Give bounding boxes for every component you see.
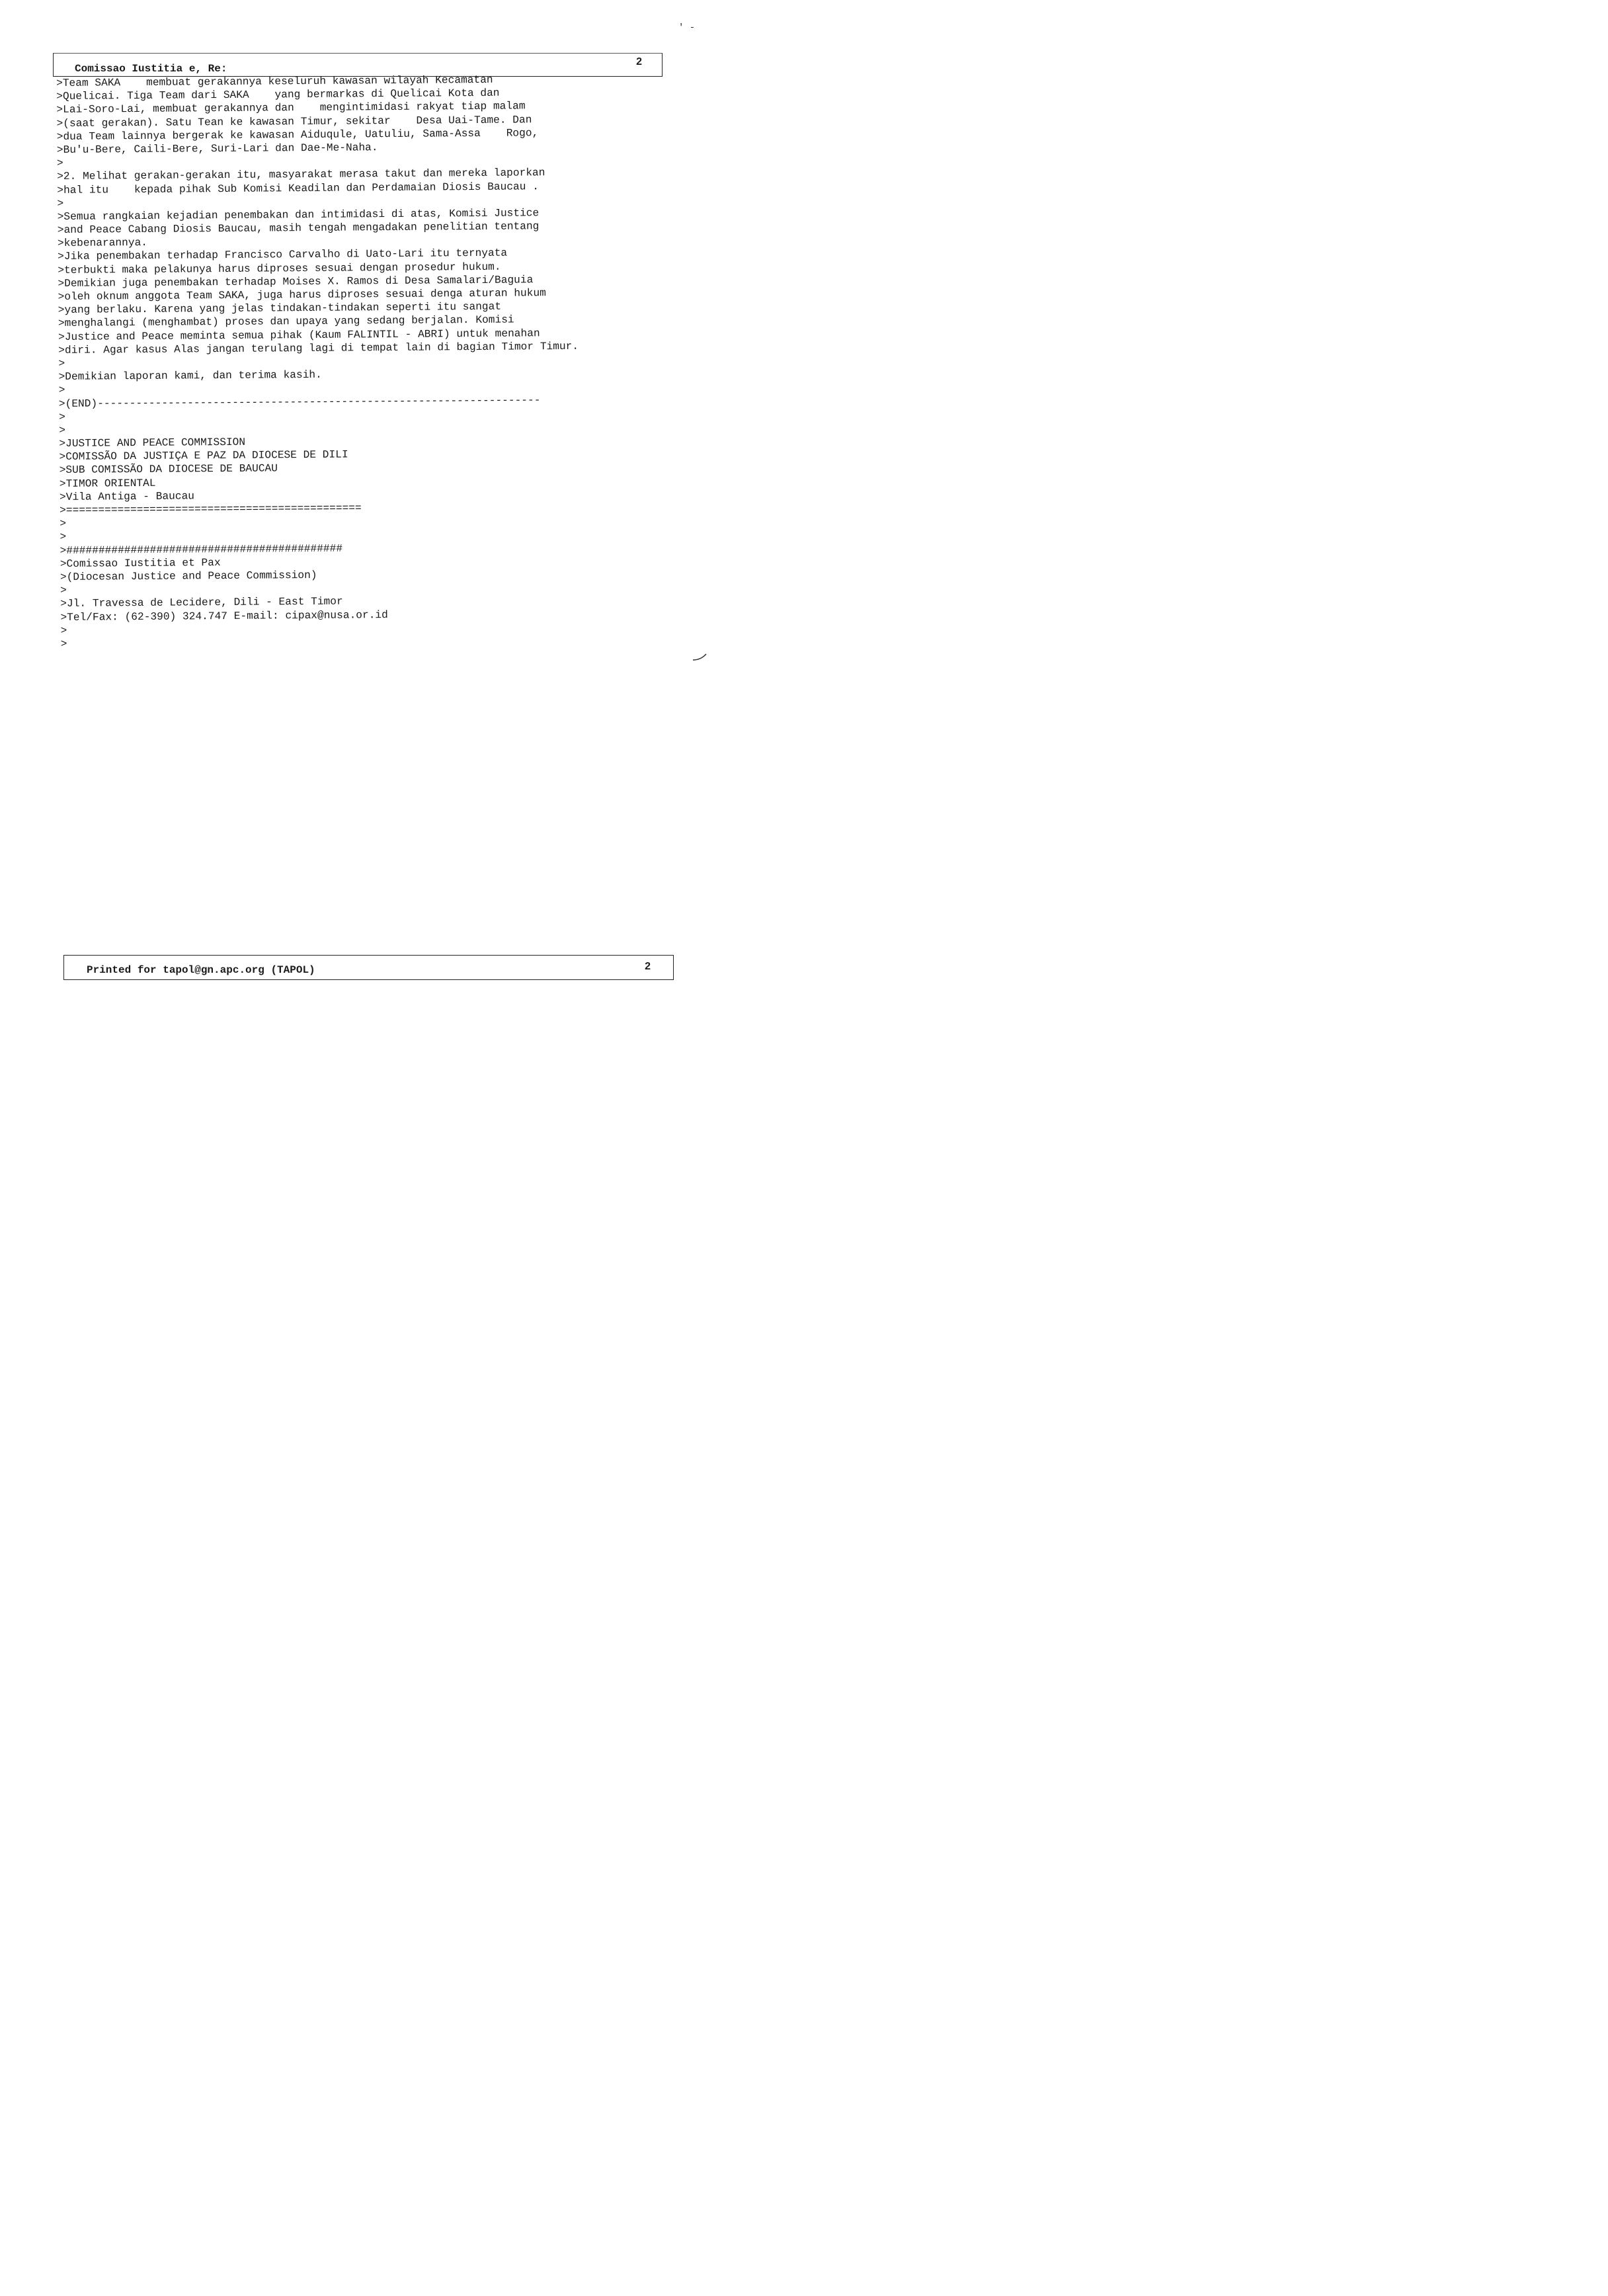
text-line: >(saat gerakan). Satu Tean ke kawasan Timur, sekitar Desa Uai-Tame. Dan — [56, 113, 532, 130]
text-line: >TIMOR ORIENTAL — [59, 477, 156, 490]
text-line: >menghalangi (menghambat) proses dan upaya yang sedang berjalan. Komisi — [58, 313, 514, 330]
text-line: > — [59, 424, 65, 436]
text-line: >kebenarannya. — [57, 237, 148, 250]
text-line: >SUB COMISSÃO DA DIOCESE DE BAUCAU — [59, 462, 278, 477]
text-line: >Comissao Iustitia et Pax — [60, 556, 221, 570]
text-line: >diri. Agar kasus Alas jangan terulang lagi di tempat lain di bagian Timor Timur. — [58, 340, 579, 356]
text-line: >Semua rangkaian kejadian penembakan dan intimidasi di atas, Komisi Justice — [57, 207, 540, 223]
text-line: >and Peace Cabang Diosis Baucau, masih tengah mengadakan penelitian tentang — [57, 220, 540, 237]
text-line: > — [60, 518, 67, 530]
text-line: >dua Team lainnya bergerak ke kawasan Aiduqule, Uatuliu, Sama-Assa Rogo, — [56, 127, 539, 143]
text-line: > — [58, 384, 65, 397]
text-line: >(Diocesan Justice and Peace Commission) — [60, 569, 317, 583]
scan-mark — [692, 652, 709, 663]
text-line: >Demikian laporan kami, dan terima kasih. — [58, 368, 322, 384]
corner-mark: ' - — [678, 22, 696, 33]
text-line: > — [60, 624, 67, 637]
header-page-number: 2 — [636, 56, 642, 67]
text-line: >yang berlaku. Karena yang jelas tindakan-tindakan seperti itu sangat — [58, 300, 502, 317]
footer-page-number: 2 — [645, 961, 651, 972]
text-line: >oleh oknum anggota Team SAKA, juga harus diproses sesuai denga aturan hukum — [58, 287, 546, 303]
text-line: >COMISSÃO DA JUSTIÇA E PAZ DA DIOCESE DE DILI — [59, 448, 348, 464]
text-line: > — [58, 411, 65, 423]
text-line: >JUSTICE AND PEACE COMMISSION — [59, 436, 246, 450]
text-line: > — [57, 197, 64, 210]
text-line: >Lai-Soro-Lai, membuat gerakannya dan mengintimidasi rakyat tiap malam — [56, 100, 526, 116]
text-line: >============================================== — [60, 502, 362, 516]
document-body — [56, 72, 679, 651]
text-line: >########################################### — [60, 542, 343, 557]
text-line: >Bu'u-Bere, Caili-Bere, Suri-Lari dan Dae-Me-Naha. — [56, 142, 378, 156]
text-line: >hal itu kepada pihak Sub Komisi Keadilan dan Perdamaian Diosis Baucau . — [57, 180, 539, 196]
text-line: > — [58, 357, 65, 370]
text-line: >Jika penembakan terhadap Francisco Carvalho di Uato-Lari itu ternyata — [58, 247, 508, 263]
text-line: >Justice and Peace meminta semua pihak (Kaum FALINTIL - ABRI) untuk menahan — [58, 327, 540, 343]
header-title: Comissao Iustitia e, Re: — [75, 63, 227, 75]
page-footer — [63, 955, 674, 980]
text-line: > — [60, 531, 67, 544]
text-line: >terbukti maka pelakunya harus diproses sesuai dengan prosedur hukum. — [58, 261, 501, 276]
footer-text: Printed for tapol@gn.apc.org (TAPOL) — [87, 964, 315, 976]
text-line: > — [60, 585, 67, 597]
text-line: >Team SAKA membuat gerakannya keseluruh kawasan wilayah Kecamatan — [56, 73, 493, 89]
text-line: >Vila Antiga - Baucau — [59, 490, 195, 503]
text-line: > — [60, 637, 67, 650]
text-line: >Quelicai. Tiga Team dari SAKA yang bermarkas di Quelicai Kota dan — [56, 87, 500, 103]
text-line: >Demikian juga penembakan terhadap Moises X. Ramos di Desa Samalari/Baguia — [58, 274, 534, 290]
text-line: >(END)--------------------------------------------------------------------- — [58, 393, 541, 410]
text-line: > — [56, 157, 63, 170]
text-line: >Tel/Fax: (62-390) 324.747 E-mail: cipax@nusa.or.id — [60, 608, 388, 624]
text-line: >2. Melihat gerakan-gerakan itu, masyarakat merasa takut dan mereka laporkan — [57, 167, 545, 183]
text-line: >Jl. Travessa de Lecidere, Dili - East Timor — [60, 595, 343, 610]
